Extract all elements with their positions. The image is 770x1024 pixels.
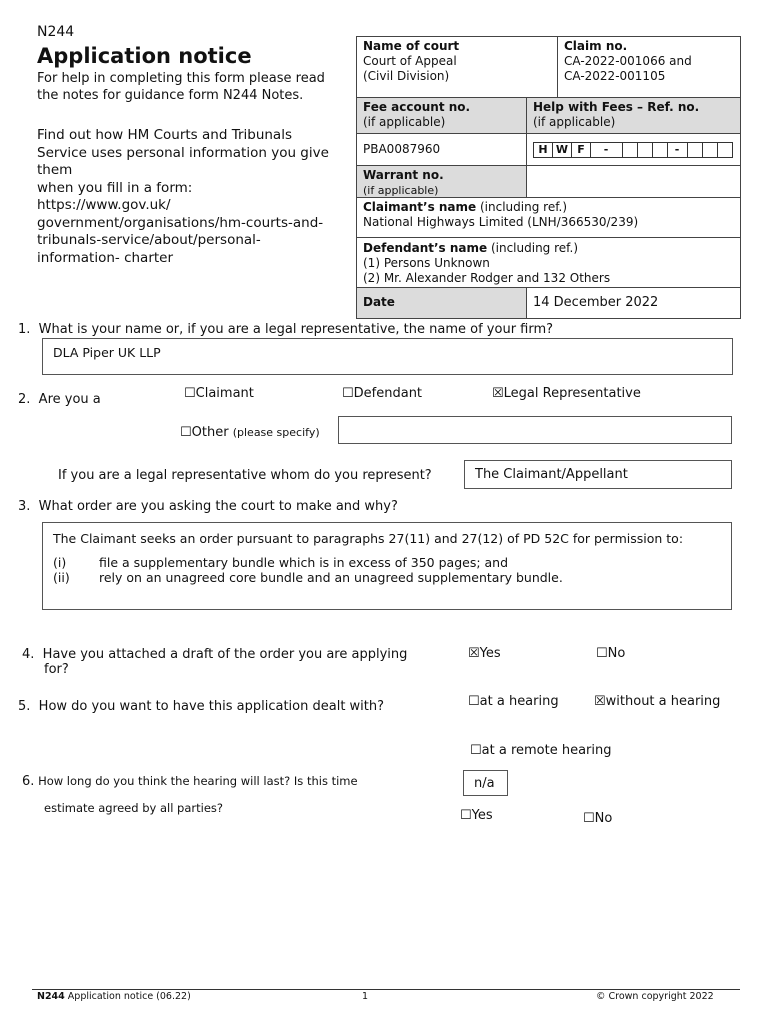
without-hearing-checkbox[interactable]: ☒without a hearing xyxy=(594,694,721,709)
hwf-dash-1: - xyxy=(590,142,622,158)
question-2: 2. Are you a xyxy=(18,392,101,407)
estimate-agreed-yes-checkbox[interactable]: ☐Yes xyxy=(460,808,493,823)
footer-form-label: N244 Application notice (06.22) xyxy=(37,991,191,1002)
hwf-digit-box[interactable] xyxy=(687,142,703,158)
hwf-digit-box[interactable] xyxy=(702,142,718,158)
estimate-agreed-no-checkbox[interactable]: ☐No xyxy=(583,811,613,826)
hwf-digit-box[interactable] xyxy=(622,142,638,158)
page-title: Application notice xyxy=(37,44,252,68)
copyright: © Crown copyright 2022 xyxy=(596,991,714,1002)
draft-attached-yes-checkbox[interactable]: ☒Yes xyxy=(468,646,501,661)
firm-name-field[interactable]: DLA Piper UK LLP xyxy=(42,338,733,375)
question-5: 5. How do you want to have this application dealt with? xyxy=(18,699,385,714)
fee-account-label-cell: Fee account no. (if applicable) xyxy=(356,97,527,134)
page-number: 1 xyxy=(362,991,369,1002)
question-1: 1. What is your name or, if you are a legal representative, the name of your firm? xyxy=(18,322,554,337)
claim-number-cell[interactable]: Claim no. CA-2022-001066 and CA-2022-001105 xyxy=(557,36,741,98)
hwf-digit-box[interactable] xyxy=(717,142,733,158)
legal-representative-checkbox[interactable]: ☒Legal Representative xyxy=(492,386,641,401)
claimant-checkbox[interactable]: ☐Claimant xyxy=(184,386,254,401)
draft-attached-no-checkbox[interactable]: ☐No xyxy=(596,646,626,661)
defendant-checkbox[interactable]: ☐Defendant xyxy=(342,386,423,401)
hearing-length-field[interactable]: n/a xyxy=(463,770,508,796)
hwf-letter-h: H xyxy=(533,142,553,158)
hwf-digit-box[interactable] xyxy=(652,142,668,158)
hwf-label-cell: Help with Fees – Ref. no. (if applicable) xyxy=(526,97,741,134)
defendant-name-cell[interactable]: Defendant’s name (including ref.) (1) Persons Unknown (2) Mr. Alexander Rodger and 132 Others xyxy=(356,237,741,288)
represented-party-field[interactable]: The Claimant/Appellant xyxy=(464,460,732,489)
hwf-ref-field[interactable] xyxy=(526,133,741,166)
at-hearing-checkbox[interactable]: ☐at a hearing xyxy=(468,694,559,709)
hwf-dash-2: - xyxy=(667,142,687,158)
representative-question: If you are a legal representative whom do you represent? xyxy=(58,468,432,483)
date-label-cell: Date xyxy=(356,287,527,319)
question-6: 6. How long do you think the hearing will last? Is this time xyxy=(22,774,358,789)
order-requested-field[interactable]: The Claimant seeks an order pursuant to paragraphs 27(11) and 27(12) of PD 52C for permission to: (i) file a supplementary bundle which is in excess of 350 pages; and (ii) rely on an unagreed core bundle and an unagreed supplementary bundle. xyxy=(42,522,732,610)
remote-hearing-checkbox[interactable]: ☐at a remote hearing xyxy=(470,743,612,758)
warrant-number-field[interactable] xyxy=(526,165,741,198)
hwf-letter-w: W xyxy=(552,142,572,158)
question-3: 3. What order are you asking the court to make and why? xyxy=(18,499,398,514)
question-4: 4. Have you attached a draft of the order you are applying for? xyxy=(22,647,408,677)
question-6-continued: estimate agreed by all parties? xyxy=(44,801,223,815)
help-text: For help in completing this form please read the notes for guidance form N244 Notes. xyxy=(37,71,325,103)
claimant-name-cell[interactable]: Claimant’s name (including ref.) National Highways Limited (LNH/366530/239) xyxy=(356,197,741,238)
hwf-letter-f: F xyxy=(571,142,591,158)
court-name-cell: Name of court Court of Appeal (Civil Division) xyxy=(356,36,558,98)
fee-account-value[interactable]: PBA0087960 xyxy=(356,133,527,166)
footer-rule xyxy=(32,989,740,990)
date-value[interactable]: 14 December 2022 xyxy=(526,287,741,319)
privacy-text: Find out how HM Courts and Tribunals Service uses personal information you give them when you fill in a form: https://www.gov.uk/ government/organisations/hm-courts-and- tribunals-service/about/personal- information- charter xyxy=(37,127,329,266)
other-specify-field[interactable] xyxy=(338,416,732,444)
other-checkbox[interactable]: ☐Other (please specify) xyxy=(180,425,320,440)
hwf-digit-box[interactable] xyxy=(637,142,653,158)
form-code: N244 xyxy=(37,24,75,40)
warrant-label-cell: Warrant no. (if applicable) xyxy=(356,165,527,198)
